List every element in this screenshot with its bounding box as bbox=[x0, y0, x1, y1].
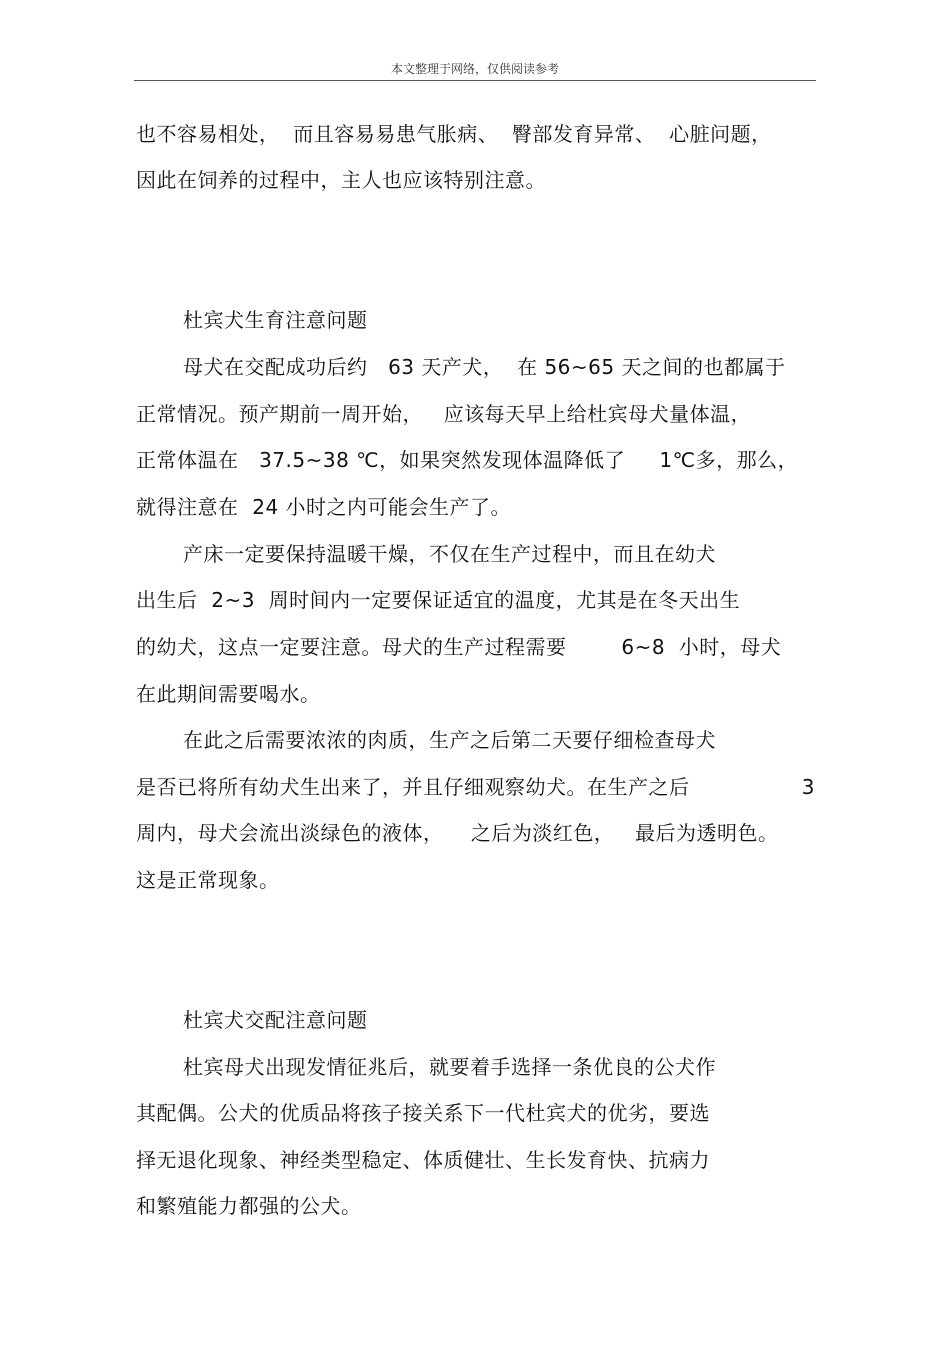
body-line: 因此在饲养的过程中，主人也应该特别注意。 bbox=[136, 168, 546, 192]
body-line: 出生后 2~3 周时间内一定要保证适宜的温度，尤其是在冬天出生 bbox=[136, 588, 741, 612]
header-rule bbox=[134, 80, 816, 81]
page-header: 本文整理于网络，仅供阅读参考 bbox=[390, 62, 559, 76]
body-line: 正常体温在 37.5~38 ℃，如果突然发现体温降低了 1℃多，那么， bbox=[136, 448, 799, 472]
body-line: 的幼犬，这点一定要注意。母犬的生产过程需要 6~8 小时，母犬 bbox=[136, 635, 782, 659]
body-line: 正常情况。预产期前一周开始， 应该每天早上给杜宾母犬量体温， bbox=[136, 402, 752, 426]
body-line: 是否已将所有幼犬生出来了，并且仔细观察幼犬。在生产之后 bbox=[136, 775, 690, 799]
body-line: 其配偶。公犬的优质品将孩子接关系下一代杜宾犬的优劣，要选 bbox=[136, 1101, 710, 1125]
body-line: 和繁殖能力都强的公犬。 bbox=[136, 1194, 362, 1218]
body-line: 这是正常现象。 bbox=[136, 868, 280, 892]
body-line: 也不容易相处， 而且容易易患气胀病、 臀部发育异常、 心脏问题， bbox=[136, 122, 772, 146]
body-line: 就得注意在 24 小时之内可能会生产了。 bbox=[136, 495, 512, 519]
body-line-end: 3 bbox=[801, 775, 815, 799]
body-line: 周内，母犬会流出淡绿色的液体， 之后为淡红色， 最后为透明色。 bbox=[136, 821, 779, 845]
section-heading: 杜宾犬交配注意问题 bbox=[183, 1008, 368, 1032]
body-line: 在此期间需要喝水。 bbox=[136, 682, 321, 706]
body-line: 杜宾母犬出现发情征兆后，就要着手选择一条优良的公犬作 bbox=[183, 1055, 716, 1079]
body-line: 择无退化现象、神经类型稳定、体质健壮、生长发育快、抗病力 bbox=[136, 1148, 710, 1172]
body-line: 母犬在交配成功后约 63 天产犬， 在 56~65 天之间的也都属于 bbox=[183, 355, 786, 379]
body-line: 产床一定要保持温暖干燥，不仅在生产过程中，而且在幼犬 bbox=[183, 542, 716, 566]
body-line: 在此之后需要浓浓的肉质，生产之后第二天要仔细检查母犬 bbox=[183, 728, 716, 752]
section-heading: 杜宾犬生育注意问题 bbox=[183, 308, 368, 332]
